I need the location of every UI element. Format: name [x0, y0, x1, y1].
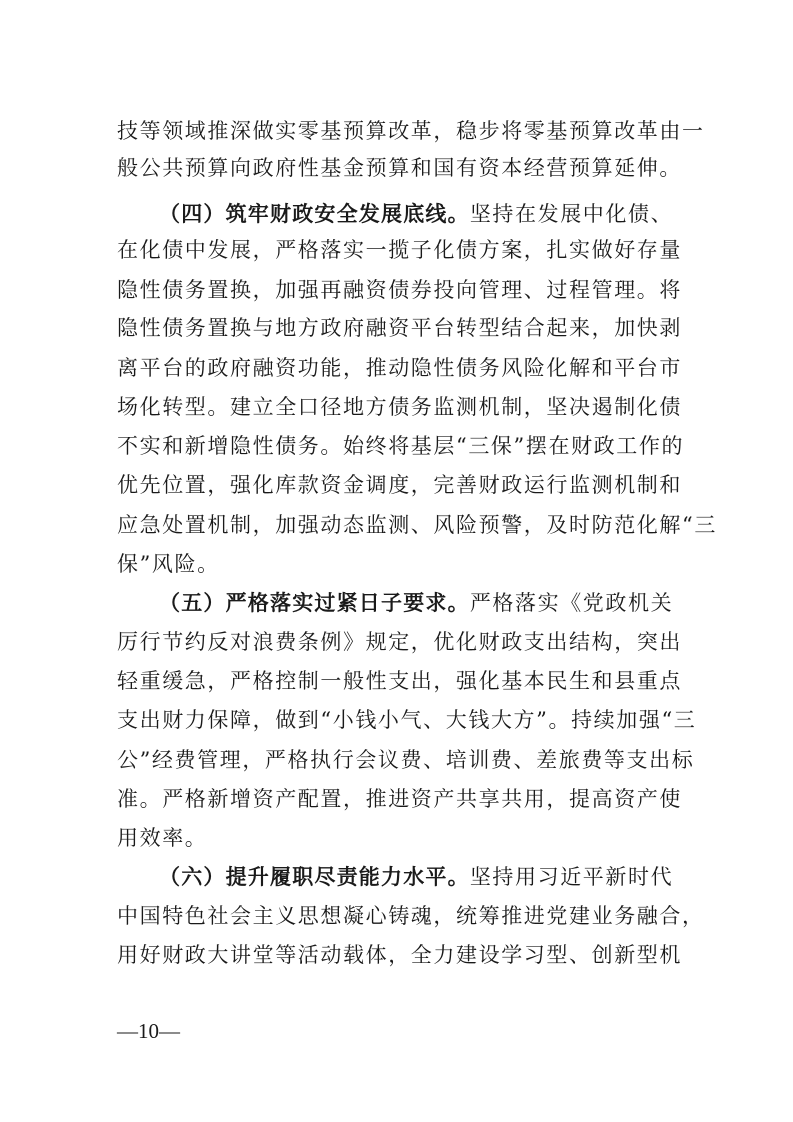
section-heading: （六）提升履职尽责能力水平。	[159, 865, 470, 889]
body-line: 厉行节约反对浪费条例》规定，优化财政支出结构，突出	[117, 630, 682, 654]
body-line: 准。严格新增资产配置，推进资产共享共用，提高资产使	[117, 787, 682, 811]
body-line: 支出财力保障，做到“小钱小气、大钱大方”。持续加强“三	[117, 708, 697, 732]
body-line: 中国特色社会主义思想凝心铸魂，统筹推进党建业务融合，	[117, 904, 705, 928]
page-number: —10—	[117, 1019, 180, 1043]
body-line: 隐性债务置换，加强再融资债券投向管理、过程管理。将	[117, 278, 682, 302]
body-line: 场化转型。建立全口径地方债务监测机制，坚决遏制化债	[117, 395, 682, 419]
section-heading: （四）筑牢财政安全发展底线。	[159, 202, 470, 226]
body-line: 般公共预算向政府性基金预算和国有资本经营预算延伸。	[117, 156, 682, 180]
body-line: 保”风险。	[117, 552, 220, 576]
body-line: 应急处置机制，加强动态监测、风险预警，及时防范化解“三	[117, 513, 717, 537]
body-line: 轻重缓急，严格控制一般性支出，强化基本民生和县重点	[117, 669, 682, 693]
body-line: 隐性债务置换与地方政府融资平台转型结合起来，加快剥	[117, 316, 682, 340]
section-paragraph-start	[159, 585, 677, 621]
body-line: 优先位置，强化库款资金调度，完善财政运行监测机制和	[117, 473, 682, 497]
section-paragraph-start	[159, 196, 677, 232]
body-line: 离平台的政府融资功能，推动隐性债务风险化解和平台市	[117, 356, 682, 380]
section-text: 坚持用习近平新时代	[469, 865, 674, 889]
section-text: 严格落实《党政机关	[469, 591, 674, 615]
body-line: 在化债中发展，严格落实一揽子化债方案，扎实做好存量	[117, 238, 682, 262]
body-line: 用好财政大讲堂等活动载体，全力建设学习型、创新型机	[117, 943, 682, 967]
body-line: 技等领域推深做实零基预算改革，稳步将零基预算改革由一	[117, 119, 705, 143]
body-line: 用效率。	[117, 826, 208, 850]
section-text: 坚持在发展中化债、	[469, 202, 674, 226]
body-line: 公”经费管理，严格执行会议费、培训费、差旅费等支出标	[117, 748, 695, 772]
section-paragraph-start	[159, 859, 677, 895]
body-line: 不实和新增隐性债务。始终将基层“三保”摆在财政工作的	[117, 434, 685, 458]
section-heading: （五）严格落实过紧日子要求。	[159, 591, 470, 615]
